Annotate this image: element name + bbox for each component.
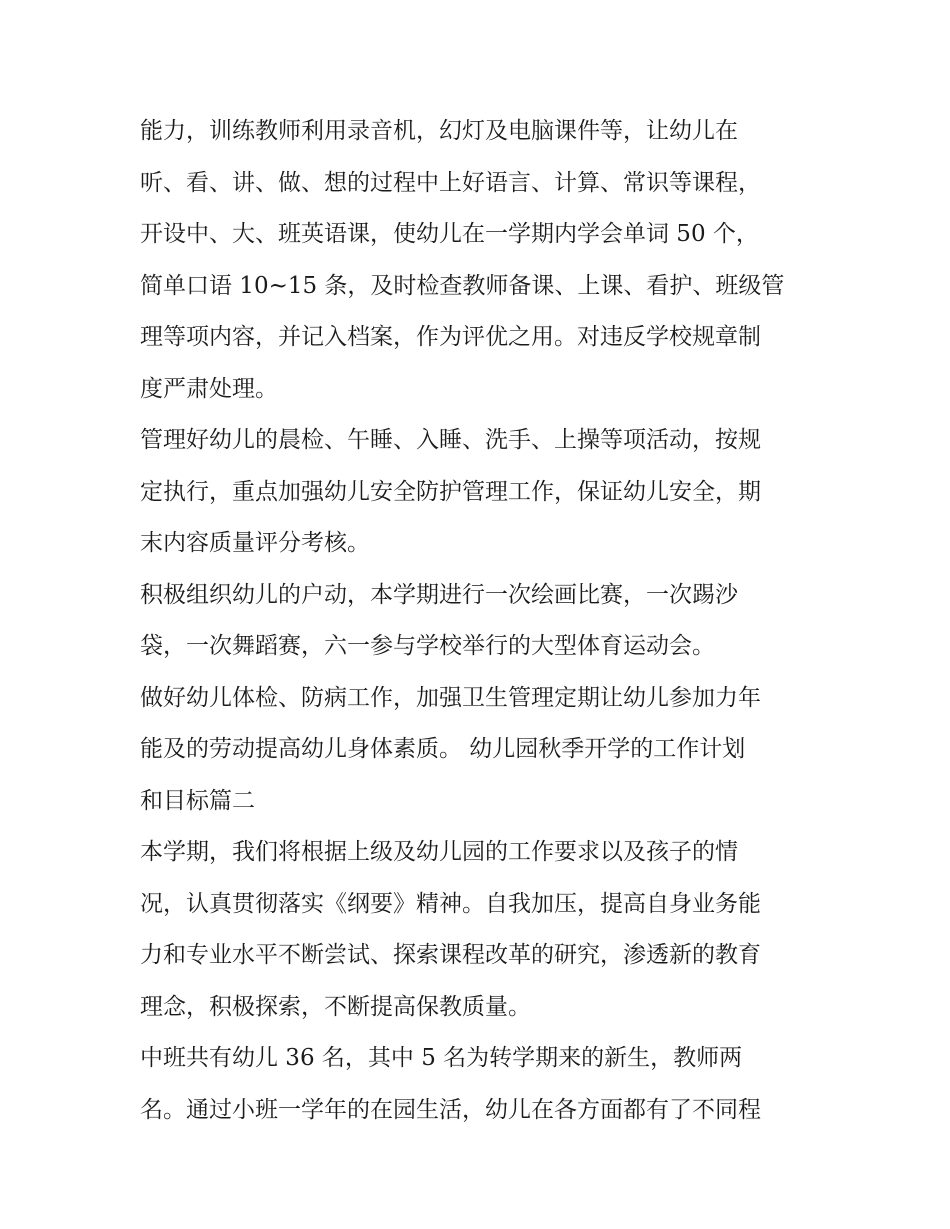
- document-body: [140, 106, 820, 1136]
- text-line-12: 做好幼儿体检、防病工作，加强卫生管理定期让幼儿参加力年: [140, 684, 761, 711]
- text-line-13: 能及的劳动提高幼儿身体素质。 幼儿园秋季开学的工作计划: [140, 736, 746, 762]
- text-line-20: 名。通过小班一学年的在园生活，幼儿在各方面都有了不同程: [140, 1096, 761, 1123]
- text-line-18: 理念，积极探索，不断提高保教质量。: [140, 993, 531, 1020]
- text-line-14: 和目标篇二: [140, 787, 255, 814]
- text-line-19: 中班共有幼儿 36 名，其中 5 名为转学期来的新生，教师两: [140, 1045, 743, 1071]
- text-line-11: 袋，一次舞蹈赛，六一参与学校举行的大型体育运动会。: [140, 633, 715, 659]
- text-line-4: 简单口语 10~15 条，及时检查教师备课、上课、看护、班级管: [140, 272, 785, 299]
- text-line-16: 况，认真贯彻落实《纲要》精神。自我加压，提高自身业务能: [140, 890, 761, 917]
- text-line-3: 开设中、大、班英语课，使幼儿在一学期内学会单词 50 个，: [140, 221, 759, 247]
- text-line-17: 力和专业水平不断尝试、探索课程改革的研究，渗透新的教育: [140, 942, 761, 968]
- text-line-1: 能力，训练教师利用录音机，幻灯及电脑课件等，让幼儿在: [140, 118, 738, 144]
- text-line-15: 本学期，我们将根据上级及幼儿园的工作要求以及孩子的情: [140, 839, 738, 865]
- text-line-6: 度严肃处理。: [140, 375, 278, 402]
- text-line-9: 末内容质量评分考核。: [140, 530, 370, 556]
- text-line-7: 管理好幼儿的晨检、午睡、入睡、洗手、上操等项活动，按规: [140, 427, 761, 453]
- text-line-5: 理等项内容，并记入档案，作为评优之用。对违反学校规章制: [140, 324, 761, 350]
- text-line-2: 听、看、讲、做、想的过程中上好语言、计算、常识等课程，: [140, 169, 761, 196]
- text-line-10: 积极组织幼儿的户动，本学期进行一次绘画比赛，一次踢沙: [140, 581, 738, 608]
- text-line-8: 定执行，重点加强幼儿安全防护管理工作，保证幼儿安全，期: [140, 478, 761, 505]
